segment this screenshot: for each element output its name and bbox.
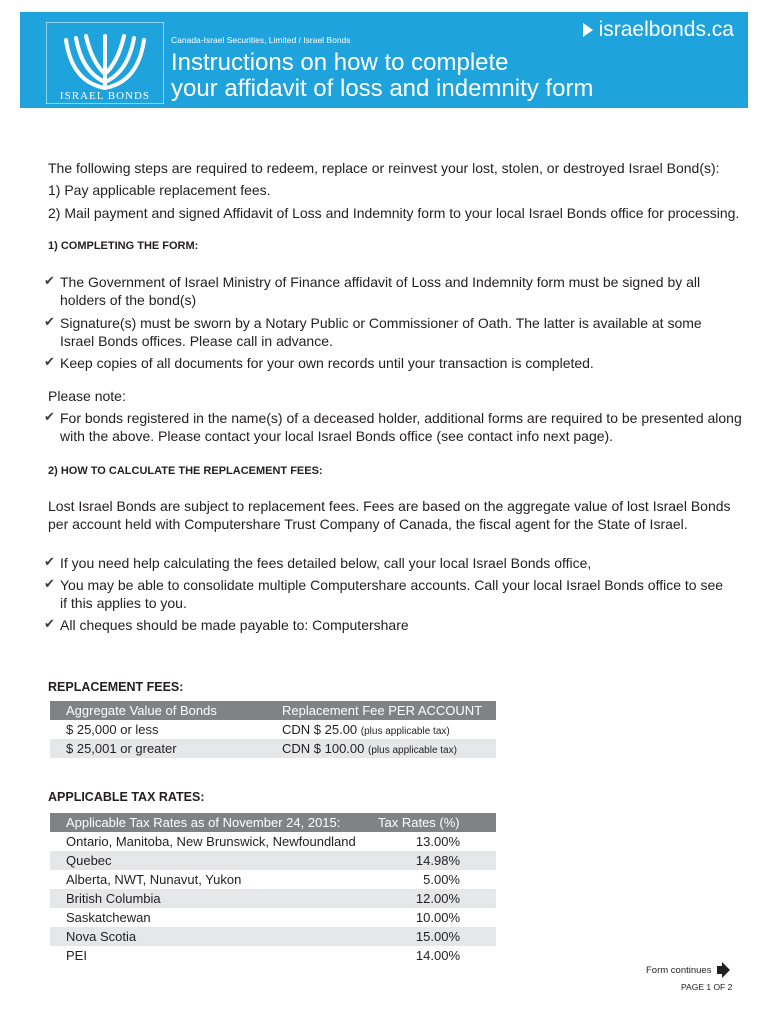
- website-text: israelbonds.ca: [598, 18, 734, 41]
- intro-line-2: 1) Pay applicable replacement fees.: [48, 182, 271, 198]
- table-row: [50, 908, 496, 927]
- table-header-row: [50, 701, 496, 720]
- israel-bonds-logo: [46, 22, 164, 104]
- item-line: The Government of Israel Ministry of Finance affidavit of Loss and Indemnity form must be signed by all: [60, 274, 701, 290]
- page-number: PAGE 1 OF 2: [681, 982, 733, 992]
- right-arrow-icon: [717, 962, 730, 978]
- section-2-heading: 2) HOW TO CALCULATE THE REPLACEMENT FEES:: [48, 465, 323, 477]
- column-header: Applicable Tax Rates as of November 24, 2015:: [50, 813, 366, 832]
- item-line: if this applies to you.: [60, 595, 187, 611]
- tax-rates-heading: APPLICABLE TAX RATES:: [48, 790, 205, 804]
- column-header: Tax Rates (%): [366, 813, 496, 832]
- table-cell: PEI: [66, 948, 87, 963]
- table-row: [50, 832, 496, 851]
- fee-amount: CDN $ 100.00: [282, 741, 365, 756]
- table-cell: 10.00%: [415, 910, 460, 925]
- table-row: [50, 889, 496, 908]
- fee-amount: CDN $ 25.00: [282, 722, 358, 737]
- table-cell: $ 25,001 or greater: [50, 739, 266, 758]
- table-cell: Saskatchewan: [66, 910, 151, 925]
- header-banner: [20, 12, 748, 108]
- table-cell: [266, 720, 496, 739]
- page-title: [171, 50, 593, 102]
- item-line: Israel Bonds offices. Please call in advance.: [60, 333, 333, 349]
- table-row: [50, 946, 496, 965]
- check-icon: ✔: [44, 354, 55, 369]
- intro-line-1: The following steps are required to redeem, replace or reinvest your lost, stolen, or destroyed Israel Bond(s):: [48, 160, 720, 176]
- table-cell: 14.98%: [366, 851, 496, 870]
- table-cell: $ 25,000 or less: [66, 722, 159, 737]
- column-header: Aggregate Value of Bonds: [50, 701, 266, 720]
- fees-paragraph: [48, 497, 731, 533]
- table-cell: [266, 739, 496, 758]
- check-icon: ✔: [44, 576, 55, 591]
- play-arrow-icon: [583, 23, 593, 37]
- logo-text: ISRAEL BONDS: [59, 90, 151, 102]
- table-cell: 5.00%: [423, 872, 460, 887]
- title-line-1: Instructions on how to complete: [171, 49, 509, 76]
- table-cell: 15.00%: [366, 927, 496, 946]
- check-icon: ✔: [44, 314, 55, 329]
- section-2-item-2: [60, 576, 723, 612]
- check-icon: ✔: [44, 554, 55, 569]
- check-icon: ✔: [44, 616, 55, 631]
- para-line: Lost Israel Bonds are subject to replacement fees. Fees are based on the aggregate value of lost Israel Bonds: [48, 498, 731, 514]
- section-1-item-2: [60, 314, 702, 350]
- item-line: holders of the bond(s): [60, 292, 197, 308]
- table-header-row: [50, 813, 496, 832]
- item-line: with the above. Please contact your local Israel Bonds office (see contact info next page).: [60, 428, 614, 444]
- table-row: [50, 927, 496, 946]
- table-row: [50, 739, 496, 758]
- section-2-item-1: If you need help calculating the fees detailed below, call your local Israel Bonds office,: [60, 555, 592, 571]
- table-cell: British Columbia: [50, 889, 366, 908]
- tax-rates-table: [50, 813, 496, 965]
- table-row: [50, 870, 496, 889]
- item-line: For bonds registered in the name(s) of a deceased holder, additional forms are required to be presented along: [60, 410, 742, 426]
- note-label: Please note:: [48, 388, 126, 404]
- note-item: [60, 409, 742, 445]
- replacement-fees-table: [50, 701, 496, 758]
- table-row: [50, 851, 496, 870]
- form-continues-text: Form continues: [646, 964, 712, 976]
- form-continues: [646, 962, 730, 978]
- table-cell: 13.00%: [415, 834, 460, 849]
- title-line-2: your affidavit of loss and indemnity form: [171, 75, 594, 102]
- fee-note: (plus applicable tax): [368, 745, 457, 756]
- section-1-item-3: Keep copies of all documents for your own records until your transaction is completed.: [60, 355, 594, 371]
- table-cell: Alberta, NWT, Nunavut, Yukon: [66, 872, 242, 887]
- section-2-item-3: All cheques should be made payable to: Computershare: [60, 617, 409, 633]
- check-icon: ✔: [44, 273, 55, 288]
- para-line: per account held with Computershare Trust Company of Canada, the fiscal agent for the State of Israel.: [48, 516, 688, 532]
- table-cell: Nova Scotia: [50, 927, 366, 946]
- table-cell: Quebec: [50, 851, 366, 870]
- fee-note: (plus applicable tax): [360, 726, 450, 737]
- replacement-fees-heading: REPLACEMENT FEES:: [48, 680, 184, 694]
- table-cell: Ontario, Manitoba, New Brunswick, Newfoundland: [66, 834, 356, 849]
- check-icon: ✔: [44, 409, 55, 424]
- table-cell: 12.00%: [366, 889, 496, 908]
- column-header: Replacement Fee PER ACCOUNT: [266, 701, 496, 720]
- intro-line-3: 2) Mail payment and signed Affidavit of Loss and Indemnity form to your local Israel Bonds office for processing.: [48, 205, 740, 221]
- website-link[interactable]: [583, 18, 734, 42]
- section-1-heading: 1) COMPLETING THE FORM:: [48, 240, 199, 252]
- org-line: Canada-Israel Securities, Limited / Israel Bonds: [171, 35, 351, 45]
- section-1-item-1: [60, 273, 700, 309]
- item-line: Signature(s) must be sworn by a Notary Public or Commissioner of Oath. The latter is available at some: [60, 315, 702, 331]
- table-cell: 14.00%: [415, 948, 460, 963]
- item-line: You may be able to consolidate multiple Computershare accounts. Call your local Israel Bonds office to see: [60, 577, 724, 593]
- table-row: [50, 720, 496, 739]
